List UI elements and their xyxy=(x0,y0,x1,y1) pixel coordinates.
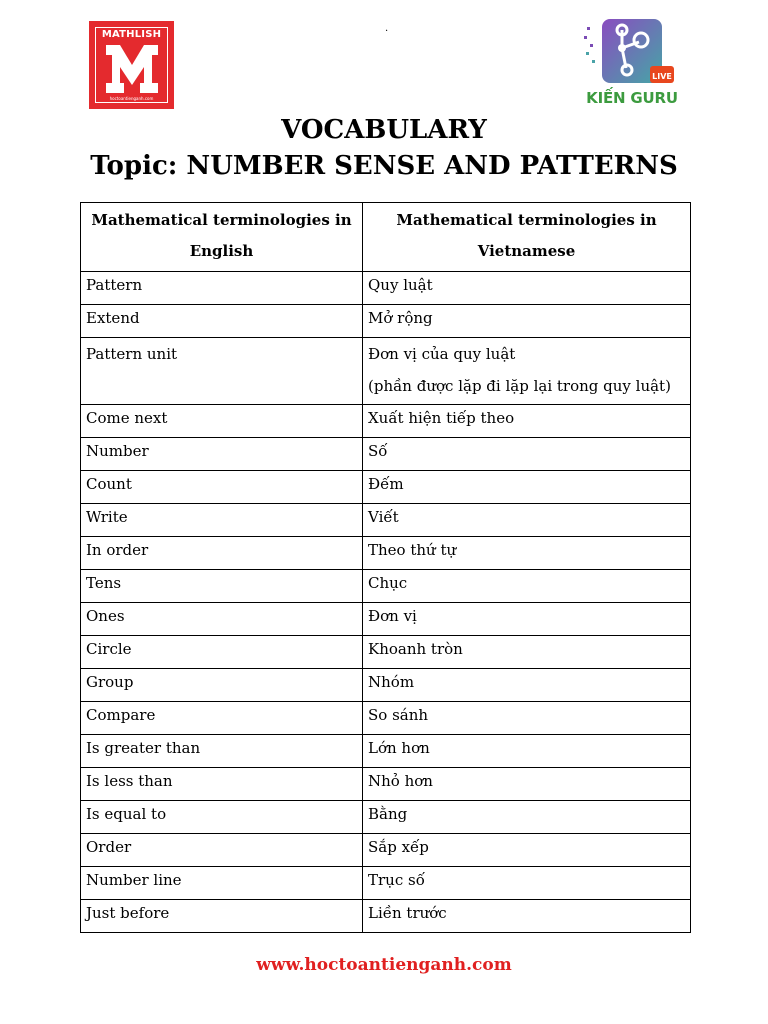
table-row xyxy=(81,338,691,405)
english-term: Compare xyxy=(81,702,363,735)
vocabulary-table-body xyxy=(81,272,691,933)
vietnamese-term-cell: Đơn vị xyxy=(363,603,691,636)
table-row xyxy=(81,669,691,702)
vietnamese-term-cell: Xuất hiện tiếp theo xyxy=(363,405,691,438)
english-term: Count xyxy=(81,471,363,504)
table-row xyxy=(81,834,691,867)
english-term: Pattern unit xyxy=(81,338,363,405)
table-row xyxy=(81,471,691,504)
vietnamese-term-cell: Viết xyxy=(363,504,691,537)
english-term: Come next xyxy=(81,405,363,438)
english-term: Extend xyxy=(81,305,363,338)
table-row xyxy=(81,768,691,801)
english-term: Is greater than xyxy=(81,735,363,768)
vietnamese-term-cell: So sánh xyxy=(363,702,691,735)
english-term: Number xyxy=(81,438,363,471)
english-term: Order xyxy=(81,834,363,867)
live-badge: LIVE xyxy=(652,72,672,81)
english-term: Ones xyxy=(81,603,363,636)
vietnamese-term: Đơn vị của quy luật xyxy=(368,345,516,363)
page-subtitle: Topic: NUMBER SENSE AND PATTERNS xyxy=(90,151,678,181)
footer-website-url: www.hoctoantienganh.com xyxy=(256,955,512,975)
column-header-english: Mathematical terminologies in English xyxy=(81,203,363,272)
table-row xyxy=(81,867,691,900)
table-row xyxy=(81,801,691,834)
mathlish-logo-name: MATHLISH xyxy=(101,29,162,40)
vietnamese-term-cell: Liền trước xyxy=(363,900,691,933)
english-term: Pattern xyxy=(81,272,363,305)
table-row xyxy=(81,603,691,636)
table-row xyxy=(81,570,691,603)
table-row xyxy=(81,438,691,471)
vietnamese-term-cell: Theo thứ tự xyxy=(363,537,691,570)
english-term: Is equal to xyxy=(81,801,363,834)
table-row xyxy=(81,636,691,669)
english-term: Number line xyxy=(81,867,363,900)
table-row xyxy=(81,537,691,570)
vietnamese-term-cell: Trục số xyxy=(363,867,691,900)
table-header-row xyxy=(81,203,691,272)
english-term: Just before xyxy=(81,900,363,933)
english-term: Circle xyxy=(81,636,363,669)
english-term: Is less than xyxy=(81,768,363,801)
table-row xyxy=(81,702,691,735)
table-row xyxy=(81,900,691,933)
kien-guru-wordmark: KIẾN GURU xyxy=(586,89,678,107)
mathlish-m-icon xyxy=(104,43,160,95)
vietnamese-term-cell: Nhỏ hơn xyxy=(363,768,691,801)
column-header-vietnamese: Mathematical terminologies in Vietnamese xyxy=(363,203,691,272)
kien-guru-logo xyxy=(582,18,682,113)
english-term: Write xyxy=(81,504,363,537)
english-term: Tens xyxy=(81,570,363,603)
table-row xyxy=(81,735,691,768)
vietnamese-term-cell: Sắp xếp xyxy=(363,834,691,867)
english-term: In order xyxy=(81,537,363,570)
english-term: Group xyxy=(81,669,363,702)
table-row xyxy=(81,272,691,305)
vietnamese-term-cell: Quy luật xyxy=(363,272,691,305)
table-row xyxy=(81,504,691,537)
table-row xyxy=(81,405,691,438)
vietnamese-term-cell: Số xyxy=(363,438,691,471)
vietnamese-term-cell: Khoanh tròn xyxy=(363,636,691,669)
vocabulary-table xyxy=(80,202,691,933)
vietnamese-term-cell: Chục xyxy=(363,570,691,603)
vietnamese-term-cell: Bằng xyxy=(363,801,691,834)
page-title: VOCABULARY xyxy=(281,115,487,145)
vietnamese-term-cell: Nhóm xyxy=(363,669,691,702)
vietnamese-term-cell: Mở rộng xyxy=(363,305,691,338)
table-row xyxy=(81,305,691,338)
vietnamese-term-cell: Lớn hơn xyxy=(363,735,691,768)
kien-guru-network-icon xyxy=(582,18,682,90)
stray-dot: . xyxy=(385,23,389,34)
mathlish-logo xyxy=(89,21,174,109)
vietnamese-term-cell xyxy=(363,338,691,405)
vietnamese-term-note: (phần được lặp đi lặp lại trong quy luật) xyxy=(368,377,671,395)
mathlish-logo-url: hoctoantienganh.com xyxy=(109,96,154,101)
vietnamese-term-cell: Đếm xyxy=(363,471,691,504)
